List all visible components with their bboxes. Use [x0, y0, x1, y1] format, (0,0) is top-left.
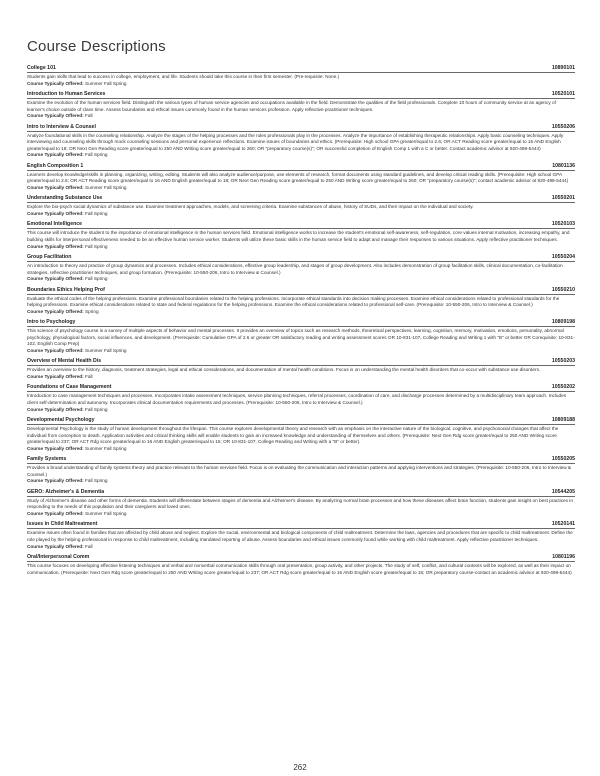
course-title: Foundations of Case Management: [27, 384, 112, 391]
offered-label: Course Typically Offered:: [27, 373, 84, 379]
course-title: Boundaries Ethics Helping Prof: [27, 286, 105, 293]
course-offered: [27, 211, 575, 217]
course-header: [27, 124, 575, 132]
course-offered: [27, 544, 575, 550]
course-description: Students gain skills that lead to success in college, employment, and life. Students should take this course in their first semester. (Pre-requisite: None.): [27, 74, 340, 79]
course-offered: [27, 309, 575, 315]
course-entry: [27, 91, 575, 120]
course-offered: [27, 374, 575, 380]
course-title: Developmental Psychology: [27, 416, 95, 423]
course-code: 10809198: [551, 319, 575, 326]
course-entry: [27, 384, 575, 413]
course-title: Emotional Intelligence: [27, 221, 83, 228]
course-header: [27, 287, 575, 295]
course-offered: [27, 152, 575, 158]
course-descriptions-page: [27, 38, 575, 580]
course-code: 10550201: [551, 195, 575, 202]
course-entry: [27, 554, 575, 576]
course-header: [27, 319, 575, 327]
course-description: Examine the evolution of the human services field. Distinguish the various types of human service agencies and occupations available in the field. Demonstrate the qualities of the field professionals. Complete 10 hours of community service at an agency of learner's choice outside of class time. Assess boundaries and ethical issues commonly found in the human services profession. Apply reflective practitioner techniques.: [27, 100, 556, 112]
course-code: 10550205: [551, 456, 575, 463]
course-entry: [27, 254, 575, 283]
course-code: 10801196: [552, 553, 575, 560]
offered-label: Course Typically Offered:: [27, 276, 84, 282]
course-header: [27, 456, 575, 464]
course-title: Issues in Child Maltreatment: [27, 521, 98, 528]
page-heading: Course Descriptions: [27, 38, 166, 55]
course-entry: [27, 65, 575, 87]
course-entry: [27, 287, 575, 316]
offered-label: Course Typically Offered:: [27, 243, 84, 249]
course-code: 10550203: [551, 358, 575, 365]
page-number: 262: [293, 763, 307, 772]
course-offered: [27, 446, 575, 452]
course-offered: [27, 81, 575, 87]
course-description: This course focuses on developing effective listening techniques and verbal and nonverbal communication skills through oral presentation, group activity, and other projects. The study of self, conflict, and cultural contexts will be explored, as well as their impact on communication. (Prerequisite: Next Gen Rdg score greater/equal to 250 AND Writing score greater/equal to 237; OR ACT Rdg score greater/equal to 16 AND English score greater/equal to 16; OR preparatory course-contact an academic advisor at 920-498-5444): [27, 562, 572, 575]
offered-terms: Fall Spring: [85, 210, 108, 216]
offered-terms: Summer Fall Spring: [85, 347, 127, 353]
offered-label: Course Typically Offered:: [27, 184, 84, 190]
course-title: College 101: [27, 65, 56, 71]
course-description: Study of Alzheimer's disease and other forms of dementia. Students will differentiate between stages of dementia and Alzheimer's disease. By analyzing normal brain processes and how these diseases affect brain function, students gain insight on best practices in responding to the needs of this population and their caregivers and loved ones.: [27, 497, 573, 510]
offered-terms: Fall Spring: [85, 276, 108, 282]
offered-label: Course Typically Offered:: [27, 152, 84, 158]
course-code: 10520101: [551, 91, 575, 97]
course-title: English Composition 1: [27, 162, 84, 169]
offered-terms: Fall Spring: [85, 406, 108, 412]
course-entry: [27, 417, 575, 452]
offered-terms: Spring: [85, 308, 99, 314]
course-header: [27, 254, 575, 262]
offered-terms: Summer Fall Spring: [85, 510, 127, 516]
course-code: 10801136: [552, 162, 575, 169]
course-offered: [27, 244, 575, 250]
offered-terms: Summer Fall Spring: [85, 445, 127, 451]
offered-label: Course Typically Offered:: [27, 210, 84, 216]
course-title: Understanding Substance Use: [27, 195, 103, 202]
offered-terms: Summer Fall Spring: [85, 80, 127, 86]
course-entry: [27, 456, 575, 485]
course-header: [27, 221, 575, 229]
course-header: [27, 65, 575, 73]
offered-label: Course Typically Offered:: [27, 80, 84, 86]
course-code: 10890101: [551, 65, 575, 71]
course-offered: [27, 407, 575, 413]
course-header: [27, 91, 575, 99]
course-code: 10550202: [551, 384, 575, 391]
course-offered: [27, 113, 575, 119]
course-description: Evaluate the ethical codes of the helping professions. Examine professional boundaries related to the helping professions. Incorporate ethical standards into decision making processes. Examine ethical considerations related to professional standards for the helping professions. Examine ethical considerations related to state and federal regulations for the helping professions. Examine the ethical considerations related to professional self-care. (Prerequisite: 10-550-206, Intro to Interview & Counsel.): [27, 295, 560, 308]
course-entry: [27, 195, 575, 217]
course-title: Family Systems: [27, 456, 67, 463]
course-offered: [27, 478, 575, 484]
course-header: [27, 554, 575, 562]
course-entry: [27, 221, 575, 250]
course-description: Explore the bio-psych social dynamics of substance use. Examine treatment approaches, models, and screening criteria. Examine substances of abuse, history of SUDs, and their impact on the individual and society.: [27, 204, 474, 210]
course-title: Oral/Interpersonal Comm: [27, 553, 90, 560]
course-title: Intro to Psychology: [27, 319, 76, 326]
course-offered: [27, 348, 575, 354]
offered-label: Course Typically Offered:: [27, 478, 84, 484]
course-title: Group Facilitation: [27, 253, 72, 260]
course-title: Intro to Interview & Counsel: [27, 123, 96, 130]
course-description: Learners develop knowledge/skills in planning, organizing, writing, editing. Students will also analyze audience/purpose, use elements of research, format documents using standard guidelines, and develop critical reading skills. (Prerequisite: High school GPA greater/equal to 2.6; OR ACT Reading score greater/equal to 16 AND English greater/equal to 18; OR Next Gen Reading score greater/equal to 250 AND Writing score greater/equal to 260; OR "preparatory course(s)"; contact academic advisor at 920-498-5444): [27, 171, 569, 184]
course-entry: [27, 163, 575, 192]
course-code: 10809188: [551, 416, 575, 423]
offered-terms: Fall Spring: [85, 478, 108, 484]
course-description: Analyze foundational skills in the counseling relationship. Analyze the stages of the helping processes and the roles professionals play in the processes. Analyze the importance of establishing therapeutic relationships. Apply basic counseling techniques. Apply interviewing and counseling skills through mock counseling sessions and personal experience reflections. Examine issues of boundaries and ethics. (Prerequisite: High school GPA greater/equal to 2.6; OR ACT Reading score greater/equal to 16 AND English greater/equal to 18; OR Next Gen Reading score greater/equal to 250 AND Writing score greater/equal to 260; OR "preparatory course(s)"; OR successful completion of English Comp 1 with a C or better. Contact academic advisor at 920-498-5444): [27, 132, 564, 151]
course-code: 10550204: [551, 253, 575, 260]
offered-terms: Fall: [85, 373, 93, 379]
course-title: Overview of Mental Health Dis: [27, 358, 102, 365]
course-entry: [27, 124, 575, 159]
course-list: [27, 65, 575, 576]
offered-label: Course Typically Offered:: [27, 543, 84, 549]
offered-label: Course Typically Offered:: [27, 113, 84, 119]
course-entry: [27, 319, 575, 354]
course-code: 10550210: [551, 286, 575, 293]
course-entry: [27, 521, 575, 550]
course-offered: [27, 276, 575, 282]
offered-label: Course Typically Offered:: [27, 347, 84, 353]
course-description: Developmental Psychology is the study of human development throughout the lifespan. This course explores developmental theory and research with an emphasis on the interactive nature of the biological, cognitive, and psychosocial changes that affect the individual from conception to death. Application activities and critical thinking skills will enable students to gain an increased knowledge and understanding of themselves and others. (Prerequisite: Next Gen Rdg score greater/equal to 250 AND Writing score greater/equal to 237; OR ACT Rdg score greater/equal to 16 AND English greater/equal to 15; OR 10-831-107, College Reading and Writing with a "B" or better).: [27, 425, 559, 445]
course-code: 10520141: [551, 521, 575, 528]
offered-terms: Fall Spring: [85, 243, 108, 249]
course-title: GERO: Alzheimer's & Dementia: [27, 488, 105, 495]
offered-terms: Summer Fall Spring: [85, 184, 127, 190]
course-header: [27, 384, 575, 392]
course-entry: [27, 358, 575, 380]
offered-terms: Fall: [85, 543, 93, 549]
course-offered: [27, 185, 575, 191]
course-header: [27, 417, 575, 425]
course-description: Examine issues often found in families that are affected by child abuse and neglect. Explore the social, environmental and biological components of child maltreatment. Determine the laws, agencies and procedures that are specific to child maltreatment. Define the role played by the helping professional in response to child maltreatment, including mandated reporting of abuse. Assess boundaries and ethical issues commonly found while working with child maltreatment. Apply reflective practitioner techniques.: [27, 530, 573, 542]
course-entry: [27, 489, 575, 518]
course-description: This course will introduce the student to the importance of emotional intelligence in the human services field. Emotional intelligence works to increase the student's emotional self-awareness, self-regulation, core values internal motivation, increasing empathy, and building skills for interpersonal effectiveness needed to be an effective human service worker. Students will utilize these basic skills in the human service field to adapt and manage their responses to various situations. Apply reflective practitioner techniques.: [27, 230, 570, 242]
course-description: Introduction to case management techniques and processes. Incorporates intake assessment techniques, service planning techniques, referral processes, coordination of care, and discharge processes determined by a multidisciplinary team approach. Includes client self-determination and autonomy. Incorporates clinical documentation requirements and processes. (Prerequisite: 10-550-206, Intro to Interview & Counsel.): [27, 393, 567, 405]
offered-terms: Fall: [85, 113, 93, 119]
course-code: 10520103: [551, 221, 575, 228]
offered-label: Course Typically Offered:: [27, 510, 84, 516]
course-code: 10550206: [551, 123, 575, 130]
offered-label: Course Typically Offered:: [27, 308, 84, 314]
course-header: [27, 195, 575, 203]
course-header: [27, 163, 575, 171]
offered-terms: Fall Spring: [85, 152, 108, 158]
course-description: Provides an overview to the history, diagnosis, treatment strategies, legal and ethical considerations, and documentation of mental health conditions. Focus is on understanding the mental health disorders that co-occur with substance use disorders.: [27, 367, 541, 373]
course-header: [27, 521, 575, 529]
offered-label: Course Typically Offered:: [27, 445, 84, 451]
course-code: 10544205: [551, 488, 575, 495]
course-header: [27, 489, 575, 497]
course-description: Provides a broad understanding of family systems theory and practice relevant to the human services field. Focus is on evaluating the communication and interaction patterns and applying interventions and strategies. (Prerequisite: 10-550-206, Intro to Interview & Counsel.): [27, 465, 572, 477]
course-offered: [27, 511, 575, 517]
offered-label: Course Typically Offered:: [27, 406, 84, 412]
course-title: Introduction to Human Services: [27, 91, 106, 97]
course-header: [27, 358, 575, 366]
course-description: An introduction to theory and practice of group dynamics and processes. Includes ethical considerations, effective group leadership, and stages of group development. Also includes demonstration of group facilitation skills, clinical documentation, co-facilitation strategies, reflective practitioner techniques, and group formation. (Prerequisite: 10-550-206, Intro to Interview & Counsel.): [27, 262, 563, 275]
course-description: This science of psychology course is a survey of multiple aspects of behavior and mental processes. It provides an overview of topics such as research methods, theoretical perspectives, learning, cognition, memory, motivation, emotions, personality, abnormal psychology, physiological factors, social influences, and development. (Prerequisite: Cumulative GPA of 2.6 or greater OR satisfactory reading and writing assessment scores OR 10-831-107, College Reading and Writing 1 with "B" or better OR Corequisite: 10-831-102, English Comp Prep): [27, 328, 575, 347]
